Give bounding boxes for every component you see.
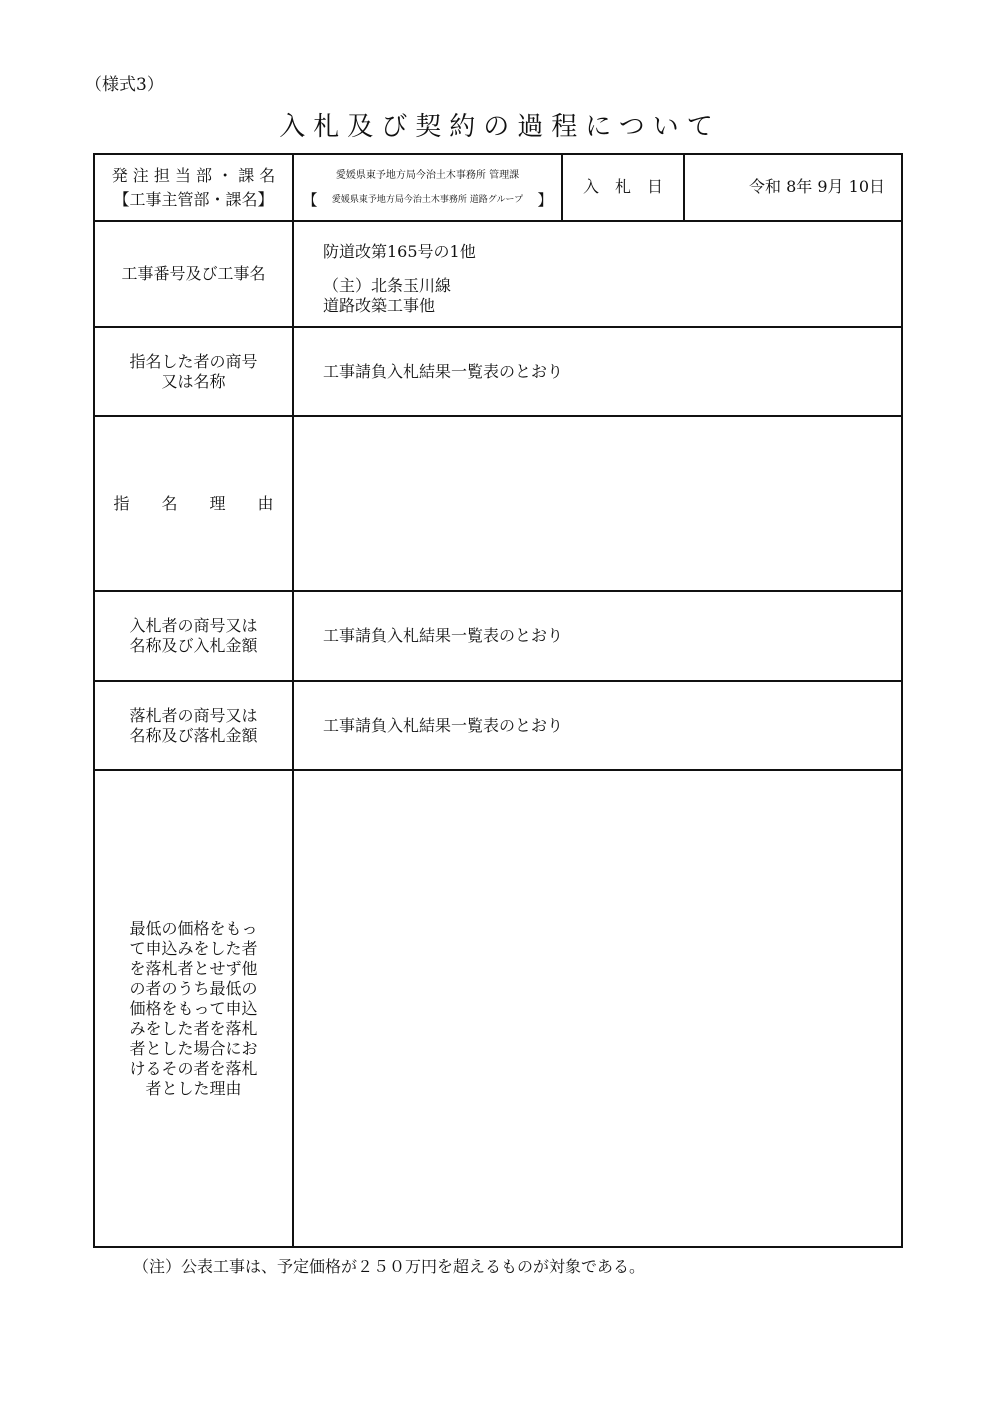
footnote: （注）公表工事は、予定価格が２５０万円を超えるものが対象である。 — [133, 1257, 646, 1276]
dept-label-cell — [95, 155, 292, 220]
exception-label-line: 価格をもって申込 — [129, 998, 258, 1018]
reason-label: 指 名 理 由 — [113, 493, 274, 513]
winner-label-line2: 名称及び落札金額 — [129, 725, 258, 745]
bidders-label-line1: 入札者の商号又は — [129, 616, 258, 635]
dept-value-cell — [294, 155, 561, 220]
work-name-value — [323, 242, 476, 316]
designated-label-cell — [95, 328, 292, 415]
reason-label-cell — [95, 417, 292, 590]
exception-label-line: の者のうち最低の — [129, 978, 258, 998]
document-title: 入札及び契約の過程について — [279, 112, 721, 142]
dept-label-line2: 【工事主管部・課名】 — [113, 189, 274, 209]
bid-date-value-cell — [685, 155, 901, 220]
bidders-value: 工事請負入札結果一覧表のとおり — [323, 626, 564, 645]
dept-value-line2 — [303, 190, 553, 210]
work-title: 道路改築工事他 — [323, 296, 436, 315]
dept-label-line1: 発 注 担 当 部 ・ 課 名 — [111, 165, 276, 185]
bid-date-label-cell — [563, 155, 683, 220]
winner-value: 工事請負入札結果一覧表のとおり — [323, 715, 564, 735]
exception-label-line: みをした者を落札 — [129, 1018, 258, 1038]
exception-label-line: て申込みをした者 — [129, 938, 258, 958]
dept-value-line1: 愛媛県東予地方局今治土木事務所 管理課 — [335, 169, 520, 181]
exception-label-line: 者とした場合にお — [129, 1038, 258, 1058]
winner-label-line1: 落札者の商号又は — [129, 705, 258, 725]
form-table — [93, 153, 903, 1248]
winner-label-cell — [95, 682, 292, 769]
exception-label-line: 最低の価格をもっ — [129, 918, 258, 938]
bidders-label-line2: 名称及び入札金額 — [129, 636, 258, 655]
bracket-open: 【 — [302, 190, 318, 209]
designated-label-line2: 又は名称 — [161, 371, 226, 391]
work-name-label: 工事番号及び工事名 — [121, 264, 266, 283]
designated-value-cell — [323, 328, 883, 415]
bracket-close: 】 — [537, 190, 553, 209]
form-number: （様式3） — [85, 75, 164, 95]
exception-value-cell — [323, 771, 883, 1246]
route-name: （主）北条玉川線 — [323, 276, 452, 295]
column-divider — [292, 155, 294, 1246]
bidders-label-cell — [95, 592, 292, 680]
exception-label-cell — [95, 771, 292, 1246]
winner-value-cell — [323, 682, 883, 769]
bid-date-label: 入 札 日 — [582, 177, 663, 196]
exception-label-line: 者とした理由 — [145, 1078, 242, 1098]
exception-label-line: を落札者とせず他 — [129, 958, 258, 978]
designated-label-line1: 指名した者の商号 — [129, 351, 258, 371]
exception-label-line: けるその者を落札 — [129, 1058, 258, 1078]
bid-date-value: 令和 8年 9月 10日 — [749, 177, 885, 196]
bidders-value-cell — [323, 592, 883, 680]
work-name-label-cell — [95, 222, 292, 326]
designated-value: 工事請負入札結果一覧表のとおり — [323, 361, 564, 381]
dept-value-main: 愛媛県東予地方局今治土木事務所 道路グループ — [331, 194, 524, 205]
work-number: 防道改第165号の1他 — [323, 242, 476, 261]
reason-value-cell — [323, 417, 883, 590]
